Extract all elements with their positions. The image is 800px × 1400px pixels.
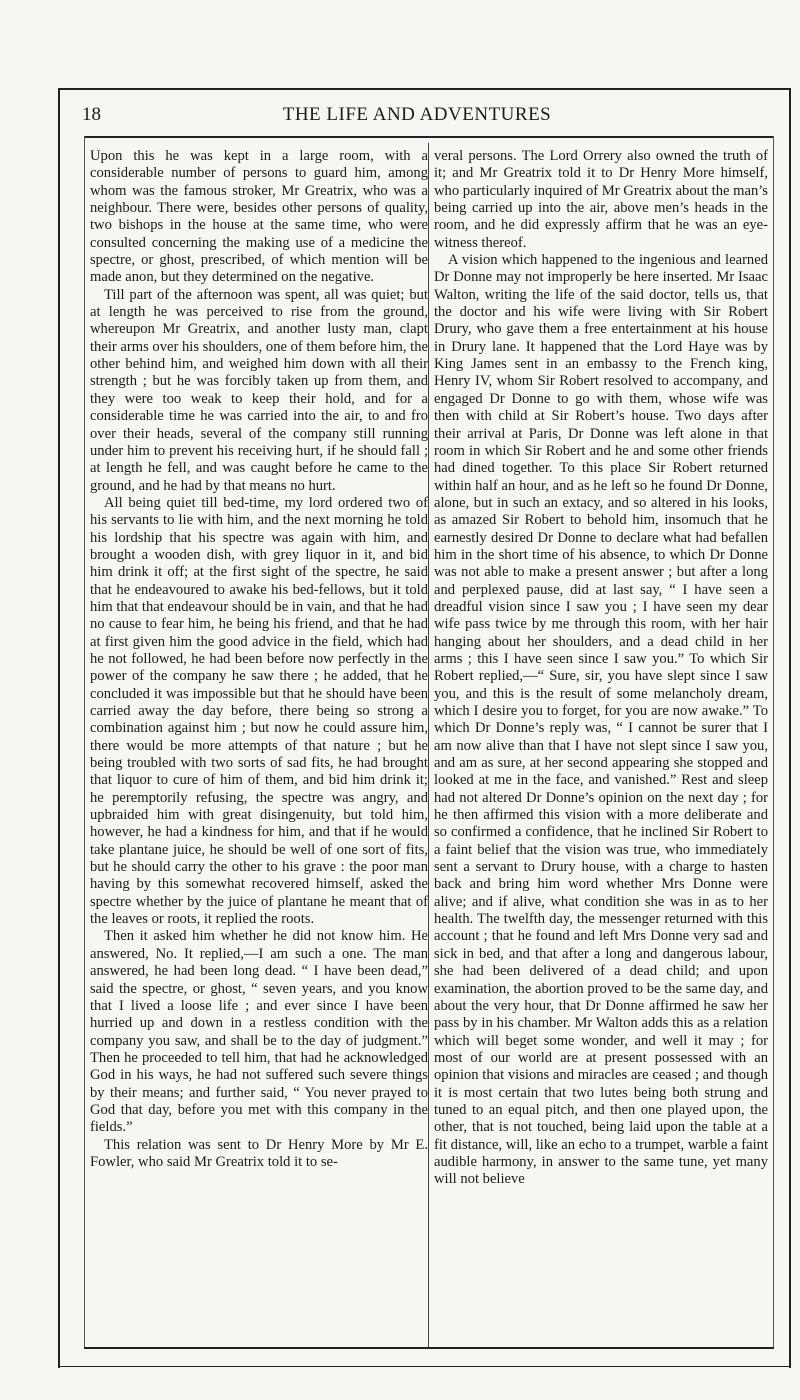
left-frame-rule <box>84 136 85 1348</box>
header-rule <box>84 136 774 138</box>
paragraph: This relation was sent to Dr Henry More by Mr E. Fowler, who said Mr Greatrix told it to se- <box>90 1136 428 1170</box>
page-number: 18 <box>82 104 101 125</box>
paragraph: All being quiet till bed-time, my lord ordered two of his servants to lie with him, and the next morning he told his lordship that his spectre was again with him, and brought a wooden dish, with grey liquor in it, and bid him drink it off; at the first sight of the spectre, he said that he endeavoured to awake his bed-fellows, but it told him that that endeavour should be in vain, and that he had no cause to fear him, he being his friend, and that he had at first given him the good advice in the field, which had he not followed, he had been before now perfectly in the power of the company he saw there ; he added, that he concluded it was impossible but that he should have been carried away the day before, there being so strong a combination against him ; but now he could assure him, there would be more attempts of that nature ; but he being troubled with two sorts of sad fits, he had brought that liquor to cure of him of them, and bid him drink it; he peremptorily refusing, the spectre was angry, and upbraided him with great disingenuity, but told him, however, he had a kindness for him, and that if he would take plantane juice, he should be well of one sort of fits, but he should carry the other to his grave : the poor man having by this somewhat recovered himself, asked the spectre whether by the juice of plantane he meant that of the leaves or roots, it replied the roots. <box>90 494 429 928</box>
paragraph: Then it asked him whether he did not know him. He answered, No. It replied,—I am such a one. The man answered, he had been long dead. “ I have been dead,” said the spectre, or ghost, “ seven years, and you know that I lived a loose life ; and ever since I have been hurried up and down in a restless condition with the company you saw, and shall be to the day of judgment.” Then he proceeded to tell him, that had he acknowledged God in his ways, he had not suffered such severe things by their means; and further said, “ You never prayed to God that day, before you met with this company in the fields.” <box>90 928 428 1136</box>
paragraph: veral persons. The Lord Orrery also owned the truth of it; and Mr Greatrix told it to Dr Henry More himself, who particularly inquired of Mr Greatrix about the man’s being carried up into the air, above men’s heads in the room, and he did expressly affirm that he was an eye-witness thereof. <box>434 148 768 251</box>
right-column <box>434 148 768 1189</box>
column-divider <box>428 143 429 1348</box>
paragraph: A vision which happened to the ingenious and learned Dr Donne may not improperly be here inserted. Mr Isaac Walton, writing the life of the said doctor, tells us, that the doctor and his wife were living with Sir Robert Drury, who gave them a free entertainment at his house in Drury lane. It happened that the Lord Haye was by King James sent in an embassy to the French king, Henry IV, whom Sir Robert resolved to accompany, and engaged Dr Donne to go with them, whose wife was then with child at Sir Robert’s house. Two days after their arrival at Paris, Dr Donne was left alone in that room in which Sir Robert and he and some other friends had dined together. To this place Sir Robert returned within half an hour, and as he left so he found Dr Donne, alone, but in such an extacy, and so altered in his looks, as amazed Sir Robert to behold him, insomuch that he earnestly desired Dr Donne to declare what had befallen him in the short time of his absence, to which Dr Donne was not able to make a present answer ; but after a long and perplexed pause, did at last say, “ I have seen a dreadful vision since I saw you ; I have seen my dear wife pass twice by me through this room, with her hair hanging about her shoulders, and a dead child in her arms ; this I have seen since I saw you.” To which Sir Robert replied,—“ Sure, sir, you have slept since I saw you, and this is the result of some melancholy dream, which I desire you to forget, for you are now awake.” To which Dr Donne’s reply was, “ I cannot be surer that I am now alive than that I have not slept since I saw you, and am as sure, at her second appearing she stopped and looked at me in the face, and vanished.” Rest and sleep had not altered Dr Donne’s opinion on the next day ; for he then affirmed this vision with a more deliberate and so confirmed a confidence, that he inclined Sir Robert to a faint belief that the vision was true, who immediately sent a servant to Drury house, with a charge to hasten back and bring him word whether Mrs Donne were alive; and if alive, what condition she was in as to her health. The twelfth day, the messenger returned with this account ; that he found and left Mrs Donne very sad and sick in bed, and that after a long and dangerous labour, she had been delivered of a dead child; and upon examination, the abortion proved to be the same day, and about the very hour, that Dr Donne affirmed he saw her pass by in his chamber. Mr Walton adds this as a relation which will beget some wonder, and well it may ; for most of our world are at present possessed with an opinion that visions and miracles are ceased ; and though it is most certain that two lutes being both strung and tuned to an equal pitch, and then one played upon, the other, that is not touched, being laid upon the table at a fit distance, will, like an echo to a trumpet, warble a faint audible harmony, in answer to the same tune, yet many will not believe <box>434 252 768 1188</box>
top-border-rule <box>58 88 791 90</box>
right-border-rule <box>789 88 791 1368</box>
bottom-border-rule <box>58 1366 791 1367</box>
left-border-rule <box>58 88 60 1368</box>
right-frame-rule <box>773 136 774 1348</box>
running-head: THE LIFE AND ADVENTURES <box>282 104 552 125</box>
footer-rule <box>84 1347 774 1349</box>
paragraph: Till part of the afternoon was spent, all was quiet; but at length he was perceived to rise from the ground, whereupon Mr Greatrix, and another lusty man, clapt their arms over his shoulders, one of them before him, the other behind him, and weighed him down with all their strength ; but he was forcibly taken up from them, and they were too weak to keep their hold, and for a considerable time he was carried into the air, to and fro over their heads, several of the company still running under him to prevent his receiving hurt, if he should fall ; at length he fell, and was caught before he came to the ground, and he had by that means no hurt. <box>90 286 429 494</box>
page-header <box>62 104 772 134</box>
paragraph: Upon this he was kept in a large room, with a considerable number of persons to guard him, among whom was the famous stroker, Mr Greatrix, who was a neighbour. There were, besides other persons of quality, two bishops in the house at the same time, who were consulted concerning the making use of a medicine the spectre, or ghost, prescribed, of which mention will be made anon, but they determined on the negative. <box>90 148 428 286</box>
left-column <box>90 148 428 1171</box>
